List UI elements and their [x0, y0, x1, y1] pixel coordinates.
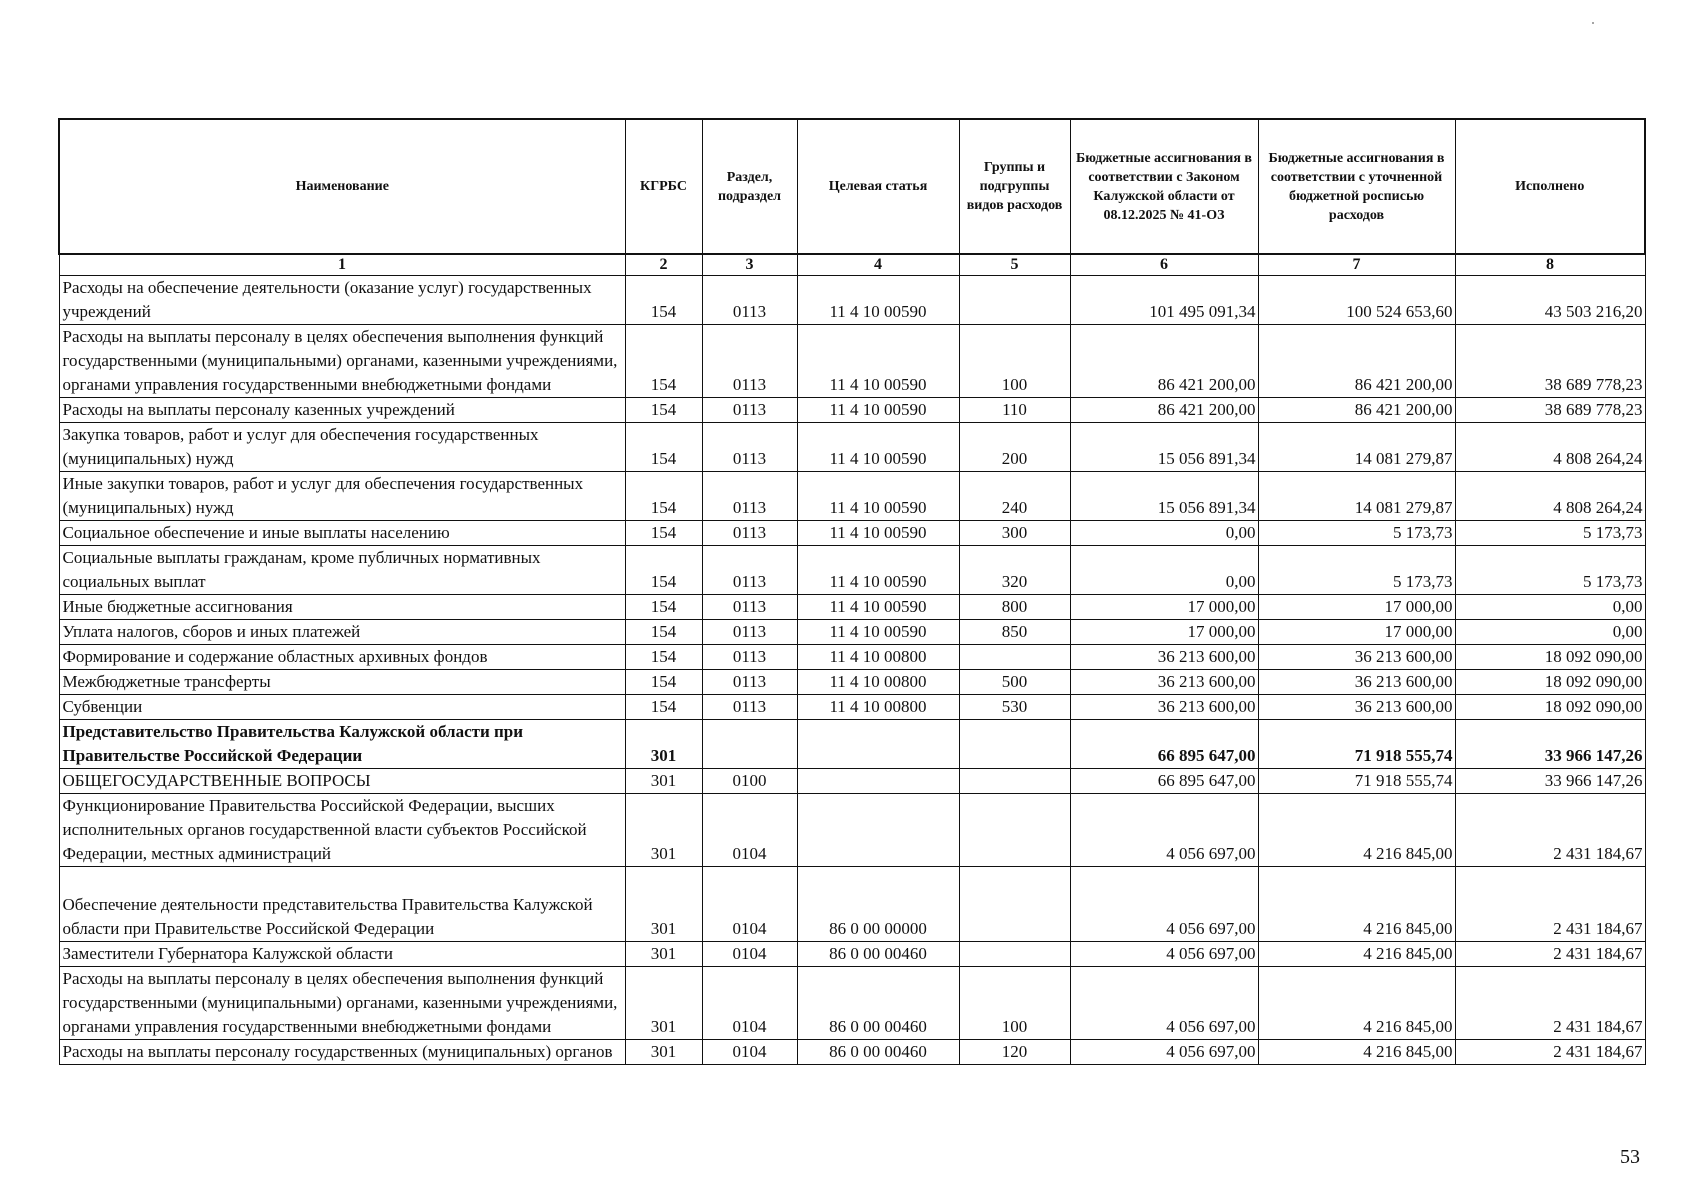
row-kgrbs: 154 — [625, 398, 702, 423]
row-name: Социальные выплаты гражданам, кроме публичных нормативных социальных выплат — [59, 546, 625, 595]
row-kgrbs: 154 — [625, 325, 702, 398]
row-kgrbs: 301 — [625, 1040, 702, 1065]
table-row — [59, 595, 1645, 620]
row-expense-group: 850 — [959, 620, 1070, 645]
column-number-row — [59, 254, 1645, 276]
row-refined-amount: 100 524 653,60 — [1258, 276, 1455, 325]
table-row — [59, 942, 1645, 967]
row-section: 0104 — [702, 794, 797, 867]
row-expense-group — [959, 942, 1070, 967]
row-kgrbs: 301 — [625, 867, 702, 942]
row-law-amount: 66 895 647,00 — [1070, 769, 1258, 794]
row-executed-amount: 2 431 184,67 — [1455, 1040, 1645, 1065]
row-law-amount: 36 213 600,00 — [1070, 695, 1258, 720]
header-law: Бюджетные ассигнования в соответствии с Законом Калужской области от 08.12.2025 № 41-ОЗ — [1070, 119, 1258, 254]
row-expense-group: 120 — [959, 1040, 1070, 1065]
row-section: 0104 — [702, 967, 797, 1040]
row-law-amount: 4 056 697,00 — [1070, 967, 1258, 1040]
row-executed-amount: 4 808 264,24 — [1455, 423, 1645, 472]
row-target-article: 11 4 10 00590 — [797, 398, 959, 423]
row-name: Обеспечение деятельности представительства Правительства Калужской области при Правительстве Российской Федерации — [59, 867, 625, 942]
row-target-article — [797, 720, 959, 769]
header-row — [59, 119, 1645, 254]
page-number: 53 — [1620, 1146, 1640, 1168]
column-number: 8 — [1455, 254, 1645, 276]
row-refined-amount: 4 216 845,00 — [1258, 867, 1455, 942]
row-expense-group — [959, 794, 1070, 867]
column-number: 5 — [959, 254, 1070, 276]
row-expense-group: 530 — [959, 695, 1070, 720]
row-section: 0104 — [702, 942, 797, 967]
row-refined-amount: 71 918 555,74 — [1258, 720, 1455, 769]
row-section: 0113 — [702, 620, 797, 645]
row-refined-amount: 5 173,73 — [1258, 546, 1455, 595]
row-target-article: 11 4 10 00590 — [797, 620, 959, 645]
row-kgrbs: 154 — [625, 521, 702, 546]
header-executed: Исполнено — [1455, 119, 1645, 254]
row-name: Субвенции — [59, 695, 625, 720]
header-name: Наименование — [59, 119, 625, 254]
row-executed-amount: 2 431 184,67 — [1455, 967, 1645, 1040]
row-refined-amount: 4 216 845,00 — [1258, 942, 1455, 967]
table-row — [59, 423, 1645, 472]
row-refined-amount: 17 000,00 — [1258, 595, 1455, 620]
row-target-article: 11 4 10 00590 — [797, 546, 959, 595]
row-executed-amount: 33 966 147,26 — [1455, 720, 1645, 769]
row-kgrbs: 154 — [625, 645, 702, 670]
row-kgrbs: 301 — [625, 720, 702, 769]
table-row — [59, 645, 1645, 670]
row-law-amount: 66 895 647,00 — [1070, 720, 1258, 769]
header-kgrbs: КГРБС — [625, 119, 702, 254]
row-expense-group: 500 — [959, 670, 1070, 695]
row-kgrbs: 154 — [625, 670, 702, 695]
row-target-article: 86 0 00 00460 — [797, 967, 959, 1040]
column-number: 1 — [59, 254, 625, 276]
row-executed-amount: 2 431 184,67 — [1455, 794, 1645, 867]
row-refined-amount: 86 421 200,00 — [1258, 398, 1455, 423]
row-expense-group — [959, 867, 1070, 942]
row-name: Расходы на выплаты персоналу в целях обеспечения выполнения функций государственными (муниципальными) органами, казенными учреждениями, органами управления государственными внебюджетными фондами — [59, 325, 625, 398]
row-law-amount: 4 056 697,00 — [1070, 867, 1258, 942]
table-row — [59, 325, 1645, 398]
row-kgrbs: 301 — [625, 942, 702, 967]
row-name: Расходы на обеспечение деятельности (оказание услуг) государственных учреждений — [59, 276, 625, 325]
row-target-article: 86 0 00 00460 — [797, 1040, 959, 1065]
row-target-article: 11 4 10 00590 — [797, 521, 959, 546]
scan-speck — [1592, 22, 1594, 24]
row-executed-amount: 4 808 264,24 — [1455, 472, 1645, 521]
row-section: 0104 — [702, 867, 797, 942]
row-refined-amount: 14 081 279,87 — [1258, 423, 1455, 472]
column-number: 6 — [1070, 254, 1258, 276]
budget-table — [58, 118, 1646, 1065]
table-row — [59, 794, 1645, 867]
row-law-amount: 15 056 891,34 — [1070, 472, 1258, 521]
row-name: Расходы на выплаты персоналу в целях обеспечения выполнения функций государственными (муниципальными) органами, казенными учреждениями, органами управления государственными внебюджетными фондами — [59, 967, 625, 1040]
row-name: Заместители Губернатора Калужской области — [59, 942, 625, 967]
table-row — [59, 276, 1645, 325]
row-kgrbs: 154 — [625, 546, 702, 595]
row-name: Закупка товаров, работ и услуг для обеспечения государственных (муниципальных) нужд — [59, 423, 625, 472]
row-kgrbs: 154 — [625, 472, 702, 521]
row-name: Формирование и содержание областных архивных фондов — [59, 645, 625, 670]
row-expense-group: 200 — [959, 423, 1070, 472]
row-expense-group — [959, 276, 1070, 325]
row-law-amount: 36 213 600,00 — [1070, 645, 1258, 670]
row-section: 0113 — [702, 276, 797, 325]
row-section: 0113 — [702, 695, 797, 720]
row-expense-group: 100 — [959, 325, 1070, 398]
row-target-article: 11 4 10 00590 — [797, 325, 959, 398]
row-executed-amount: 18 092 090,00 — [1455, 695, 1645, 720]
budget-table-container — [58, 118, 1644, 1065]
row-law-amount: 17 000,00 — [1070, 620, 1258, 645]
row-name: Межбюджетные трансферты — [59, 670, 625, 695]
row-law-amount: 4 056 697,00 — [1070, 1040, 1258, 1065]
row-name: Расходы на выплаты персоналу государственных (муниципальных) органов — [59, 1040, 625, 1065]
row-target-article: 11 4 10 00800 — [797, 670, 959, 695]
row-kgrbs: 301 — [625, 794, 702, 867]
row-target-article: 11 4 10 00590 — [797, 276, 959, 325]
row-executed-amount: 38 689 778,23 — [1455, 398, 1645, 423]
table-row — [59, 867, 1645, 942]
row-name: Социальное обеспечение и иные выплаты населению — [59, 521, 625, 546]
row-law-amount: 101 495 091,34 — [1070, 276, 1258, 325]
row-refined-amount: 14 081 279,87 — [1258, 472, 1455, 521]
row-section — [702, 720, 797, 769]
table-row — [59, 1040, 1645, 1065]
row-executed-amount: 38 689 778,23 — [1455, 325, 1645, 398]
row-refined-amount: 71 918 555,74 — [1258, 769, 1455, 794]
table-row — [59, 967, 1645, 1040]
row-section: 0113 — [702, 645, 797, 670]
table-row — [59, 546, 1645, 595]
row-refined-amount: 4 216 845,00 — [1258, 1040, 1455, 1065]
row-law-amount: 4 056 697,00 — [1070, 794, 1258, 867]
header-section: Раздел, подраздел — [702, 119, 797, 254]
row-executed-amount: 18 092 090,00 — [1455, 670, 1645, 695]
row-section: 0113 — [702, 521, 797, 546]
row-section: 0113 — [702, 472, 797, 521]
table-row — [59, 398, 1645, 423]
row-target-article: 11 4 10 00800 — [797, 645, 959, 670]
table-row — [59, 695, 1645, 720]
table-row — [59, 472, 1645, 521]
row-section: 0100 — [702, 769, 797, 794]
row-refined-amount: 5 173,73 — [1258, 521, 1455, 546]
row-executed-amount: 5 173,73 — [1455, 521, 1645, 546]
row-expense-group — [959, 720, 1070, 769]
row-name: Уплата налогов, сборов и иных платежей — [59, 620, 625, 645]
row-law-amount: 86 421 200,00 — [1070, 325, 1258, 398]
row-expense-group: 240 — [959, 472, 1070, 521]
row-refined-amount: 36 213 600,00 — [1258, 695, 1455, 720]
row-expense-group: 100 — [959, 967, 1070, 1040]
row-expense-group — [959, 645, 1070, 670]
row-executed-amount: 2 431 184,67 — [1455, 942, 1645, 967]
table-row — [59, 720, 1645, 769]
row-executed-amount: 18 092 090,00 — [1455, 645, 1645, 670]
row-executed-amount: 2 431 184,67 — [1455, 867, 1645, 942]
header-groups: Группы и подгруппы видов расходов — [959, 119, 1070, 254]
row-section: 0113 — [702, 325, 797, 398]
column-number: 7 — [1258, 254, 1455, 276]
column-number: 4 — [797, 254, 959, 276]
row-section: 0113 — [702, 670, 797, 695]
row-law-amount: 17 000,00 — [1070, 595, 1258, 620]
row-executed-amount: 0,00 — [1455, 595, 1645, 620]
row-target-article: 11 4 10 00590 — [797, 472, 959, 521]
row-kgrbs: 154 — [625, 595, 702, 620]
row-kgrbs: 154 — [625, 276, 702, 325]
row-refined-amount: 4 216 845,00 — [1258, 794, 1455, 867]
row-law-amount: 4 056 697,00 — [1070, 942, 1258, 967]
row-expense-group — [959, 769, 1070, 794]
row-law-amount: 86 421 200,00 — [1070, 398, 1258, 423]
row-executed-amount: 43 503 216,20 — [1455, 276, 1645, 325]
row-section: 0113 — [702, 595, 797, 620]
row-name: ОБЩЕГОСУДАРСТВЕННЫЕ ВОПРОСЫ — [59, 769, 625, 794]
row-section: 0113 — [702, 546, 797, 595]
table-row — [59, 521, 1645, 546]
row-section: 0113 — [702, 398, 797, 423]
row-kgrbs: 154 — [625, 620, 702, 645]
row-refined-amount: 17 000,00 — [1258, 620, 1455, 645]
row-kgrbs: 301 — [625, 967, 702, 1040]
row-name: Функционирование Правительства Российской Федерации, высших исполнительных органов государственной власти субъектов Российской Федерации, местных администраций — [59, 794, 625, 867]
row-expense-group: 320 — [959, 546, 1070, 595]
row-target-article: 11 4 10 00590 — [797, 595, 959, 620]
row-executed-amount: 5 173,73 — [1455, 546, 1645, 595]
row-refined-amount: 86 421 200,00 — [1258, 325, 1455, 398]
row-target-article: 11 4 10 00800 — [797, 695, 959, 720]
table-row — [59, 670, 1645, 695]
row-refined-amount: 36 213 600,00 — [1258, 670, 1455, 695]
row-section: 0113 — [702, 423, 797, 472]
column-number: 2 — [625, 254, 702, 276]
row-target-article: 86 0 00 00460 — [797, 942, 959, 967]
table-row — [59, 769, 1645, 794]
row-target-article: 86 0 00 00000 — [797, 867, 959, 942]
row-name: Иные закупки товаров, работ и услуг для обеспечения государственных (муниципальных) нужд — [59, 472, 625, 521]
header-refined: Бюджетные ассигнования в соответствии с уточненной бюджетной росписью расходов — [1258, 119, 1455, 254]
row-refined-amount: 36 213 600,00 — [1258, 645, 1455, 670]
row-law-amount: 0,00 — [1070, 546, 1258, 595]
header-target: Целевая статья — [797, 119, 959, 254]
row-name: Представительство Правительства Калужской области при Правительстве Российской Федерации — [59, 720, 625, 769]
row-target-article — [797, 769, 959, 794]
row-name: Иные бюджетные ассигнования — [59, 595, 625, 620]
column-number: 3 — [702, 254, 797, 276]
row-executed-amount: 0,00 — [1455, 620, 1645, 645]
row-name: Расходы на выплаты персоналу казенных учреждений — [59, 398, 625, 423]
row-expense-group: 110 — [959, 398, 1070, 423]
row-expense-group: 800 — [959, 595, 1070, 620]
row-kgrbs: 154 — [625, 695, 702, 720]
row-kgrbs: 154 — [625, 423, 702, 472]
row-expense-group: 300 — [959, 521, 1070, 546]
row-law-amount: 15 056 891,34 — [1070, 423, 1258, 472]
row-law-amount: 36 213 600,00 — [1070, 670, 1258, 695]
row-target-article — [797, 794, 959, 867]
row-executed-amount: 33 966 147,26 — [1455, 769, 1645, 794]
row-section: 0104 — [702, 1040, 797, 1065]
row-law-amount: 0,00 — [1070, 521, 1258, 546]
row-target-article: 11 4 10 00590 — [797, 423, 959, 472]
row-kgrbs: 301 — [625, 769, 702, 794]
row-refined-amount: 4 216 845,00 — [1258, 967, 1455, 1040]
table-row — [59, 620, 1645, 645]
